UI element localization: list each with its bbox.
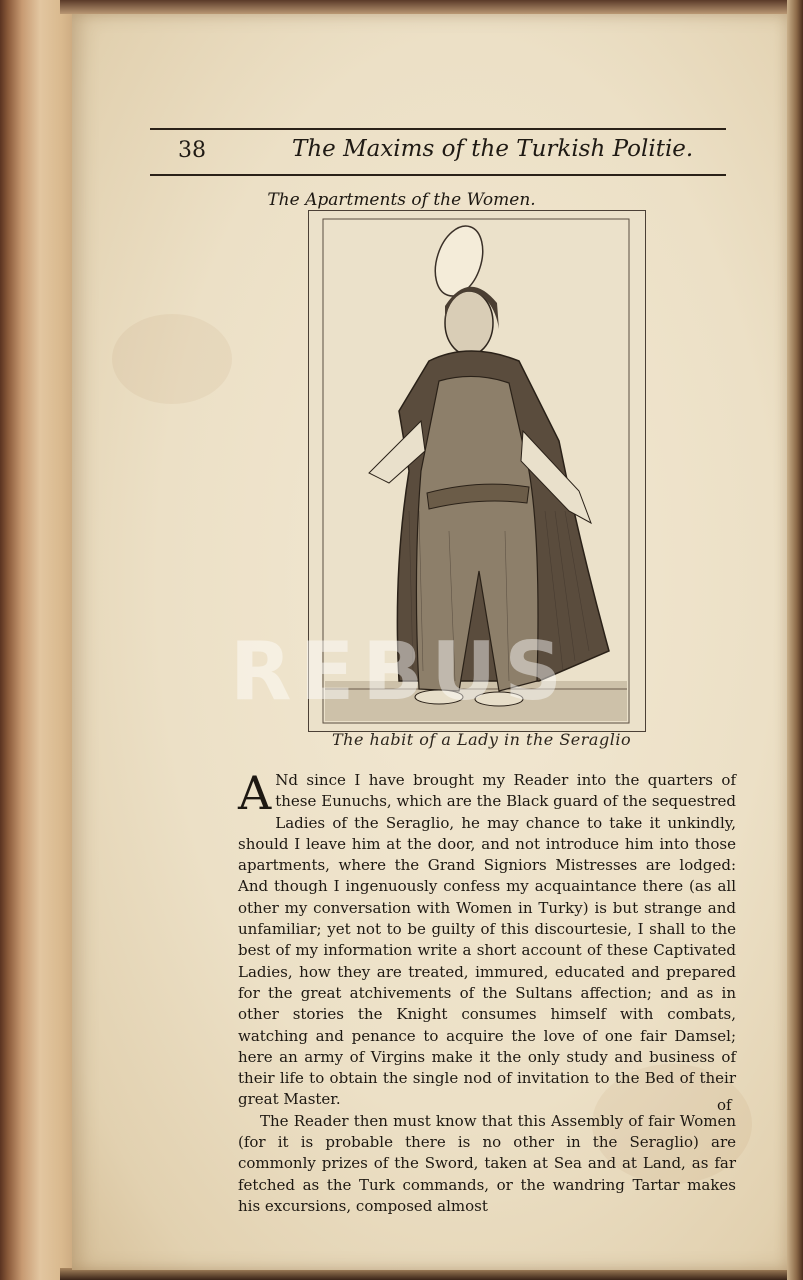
paragraph-1 (238, 766, 736, 1111)
engraving-illustration (309, 211, 645, 731)
running-head: The Maxims of the Turkish Politie. (292, 136, 694, 162)
plate-title: The Apartments of the Women. (267, 190, 536, 210)
drop-cap: A (238, 766, 272, 820)
engraving-plate (308, 210, 646, 732)
paragraph-1-text: Nd since I have brought my Reader into the quarters of these Eunuchs, which are the Black guard of the sequestred Ladies of the Seraglio, he may chance to take it unkindly, should I leave him at the door, and not introduce him into those apartments, where the Grand Signiors Mistresses are lodged: And though I ingenuously confess my acquaintance there (as all other my conversation with Women in Turky) is but strange and unfamiliar; yet not to be guilty of this discourtesie, I shall to the best of my information write a short account of these Captivated Ladies, how they are treated, immured, educated and prepared for the great atchivements of the Sultans affection; and as in other stories the Knight consumes himself with combats, watching and penance to acquire the love of one fair Damsel; here an army of Virgins make it the only study and business of their life to obtain the single nod of invitation to the Bed of their great Master. (238, 771, 736, 1109)
plate-caption: The habit of a Lady in the Seraglio (332, 730, 632, 749)
page-number: 38 (178, 138, 206, 163)
paper-stain (112, 314, 232, 404)
watermark: REBUS (230, 625, 570, 718)
book-top-edge (60, 0, 803, 14)
page-header (150, 128, 726, 176)
body-text (238, 766, 736, 1217)
catchword: of (717, 1096, 732, 1114)
paragraph-2: The Reader then must know that this Assembly of fair Women (for it is probable there is no other in the Seraglio) are commonly prizes of the Sword, taken at Sea and at Land, as far fetched as the Turk commands, or the wandring Tartar makes his excursions, composed almost (238, 1111, 736, 1215)
